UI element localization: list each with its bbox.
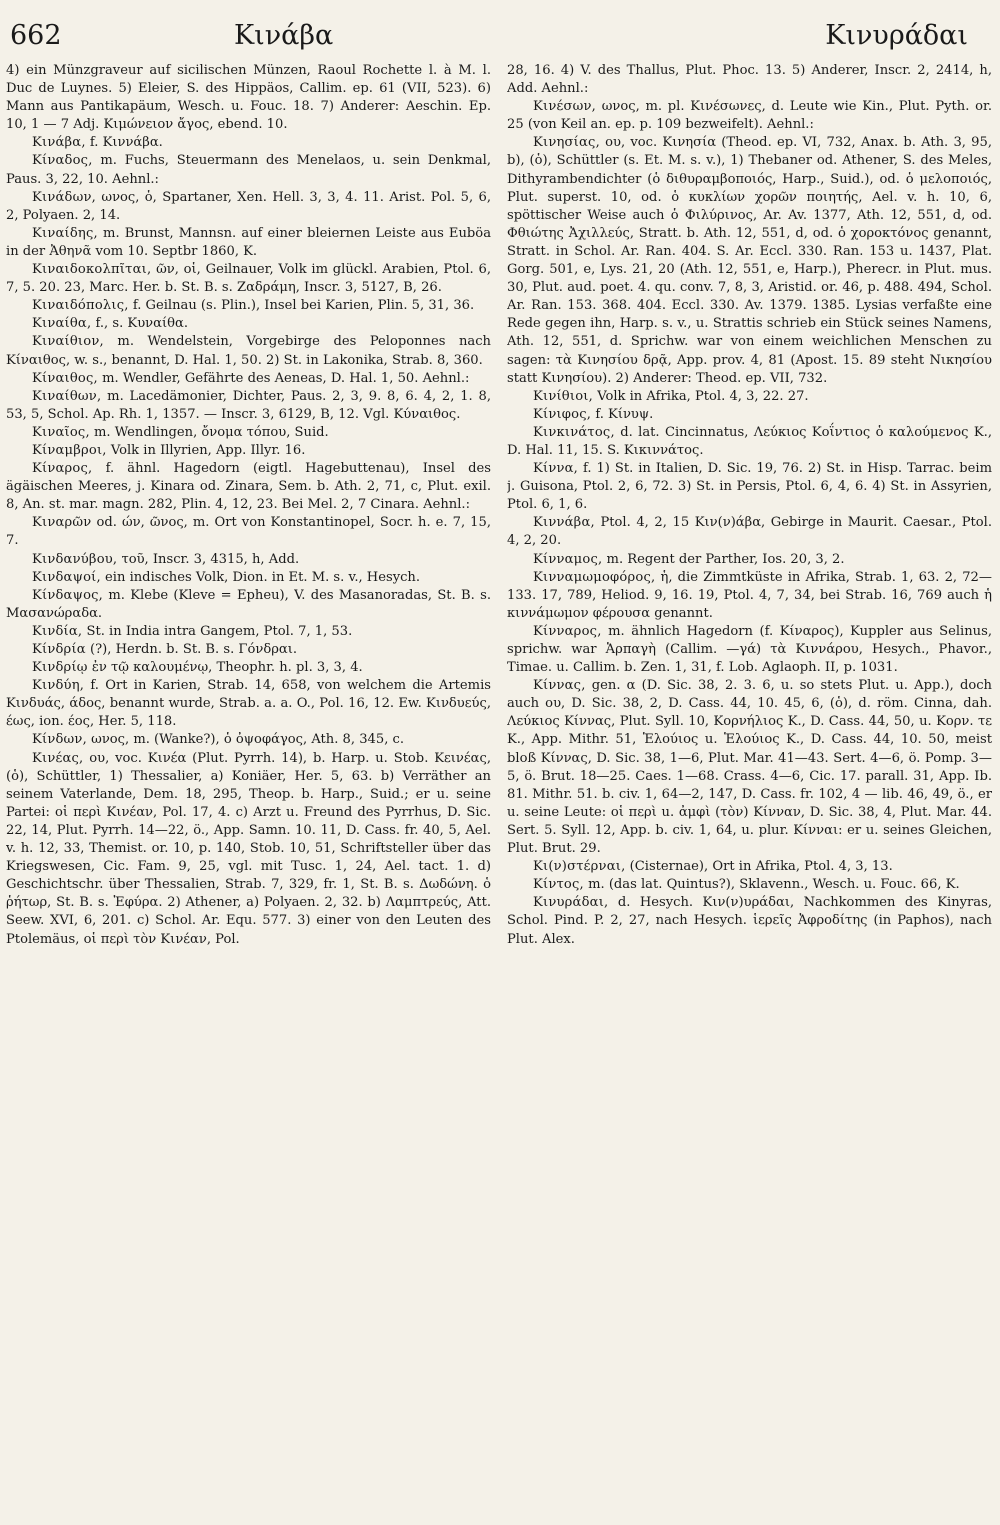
entry-text: Ptol. 4, 2, 15 Κιν(ν)άβα, Gebirge in Maurit. Caesar., Ptol. 4, 2, 20. <box>507 515 992 549</box>
dictionary-entry <box>507 406 992 424</box>
dictionary-entry <box>6 731 491 749</box>
entry-headword: Κιναίθων, <box>32 388 102 404</box>
entry-text: ωνος, m. pl. Κινέσωνες, d. Leute wie Kin., Plut. Pyth. or. 25 (von Keil an. ep. p. 109 bezweifelt). Aehnl.: <box>507 99 992 133</box>
entry-text: d. lat. Cincinnatus, Λεύκιος Κοΐντιος ὁ καλούμενος Κ., D. Hal. 11, 15. S. Κικιννάτος. <box>507 424 992 458</box>
entry-headword: Κίνδρία <box>32 642 86 657</box>
entry-text: 4) ein Münzgraveur auf sicilischen Münzen, Raoul Rochette l. à M. l. Duc de Luynes. 5) Eleier, S. des Hippäos, Callim. ep. 61 (VII, 523). 6) Mann aus Pantikapäum, Wesch. u. Fouc. 18. 7) Anderer: Aeschin. Ep. 10, 1 — 7 Adj. Κιμώνειον ἄγος, ebend. 10. <box>6 63 491 133</box>
dictionary-entry <box>6 388 491 424</box>
entry-headword: Κινδρίῳ <box>32 660 88 676</box>
entry-text: ου, voc. Κινέα (Plut. Pyrrh. 14), b. Harp. u. Stob. Κεινέας, (ὁ), Schüttler, 1) Thessalier, a) Koniäer, Her. 5, 63. b) Verräther an seinem Vaterlande, Dem. 18, 295, Theop. b. Harp., Suid.; er u. seine Partei: οἱ περὶ Κινέαν, Pol. 17, 4. c) Arzt u. Freund des Pyrrhus, D. Sic. 22, 14, Plut. Pyrrh. 14—22, ö., App. Samn. 10. 11, D. Cass. fr. 40, 5, Ael. v. h. 12, 33, Themist. or. 10, p. 140, Stob. 10, 51, Schriftsteller über das Kriegswesen, Cic. Fam. 9, 25, vgl. mit Tusc. 1, 24, Ael. tact. 1. d) Geschichtschr. über Thessalien, Strab. 7, 329, fr. 1, St. B. s. Δωδώνη. ὁ ῥήτωρ, St. B. s. Ἐφύρα. 2) Athener, a) Polyaen. 2, 32. b) Λαμπτρεύς, Att. Seew. XVI, 6, 201. c) Schol. Ar. Equ. 577. 3) einer von den Leuten des Ptolemäus, οἱ περὶ τὸν Κινέαν, Pol. <box>6 750 491 947</box>
dictionary-entry <box>6 370 491 388</box>
dictionary-entry <box>507 62 992 98</box>
entry-headword: Κιναρῶν <box>32 515 92 531</box>
dictionary-entry <box>6 134 491 152</box>
dictionary-entry <box>507 623 992 677</box>
entry-headword: Κινέσων, <box>533 99 596 115</box>
entry-headword: Κινδανύβου, <box>32 551 118 567</box>
entry-headword: Κινίθιοι, <box>533 388 594 404</box>
dictionary-entry <box>507 460 992 514</box>
dictionary-entry <box>6 750 491 949</box>
dictionary-entry <box>6 551 491 569</box>
dictionary-entry <box>6 152 491 188</box>
left-column <box>6 62 491 1517</box>
entry-headword: Κίνιφος, <box>533 406 592 422</box>
entry-headword: Κιναίθιον, <box>32 334 104 350</box>
dictionary-entry <box>6 333 491 369</box>
entry-text: m. (das lat. Quintus?), Sklavenn., Wesch. u. Fouc. 66, K. <box>588 877 960 893</box>
dictionary-entry <box>6 587 491 623</box>
entry-text: f. Geilnau (s. Plin.), Insel bei Karien, Plin. 5, 31, 36. <box>132 298 475 314</box>
entry-text: d. Hesych. Κιν(ν)υράδαι, Nachkommen des Kinyras, Schol. Pind. P. 2, 27, nach Hesych. ἱερεῖς Ἀφροδίτης (in Paphos), nach Plut. Alex. <box>507 895 992 947</box>
dictionary-entry <box>6 297 491 315</box>
entry-text: (?), Herdn. b. St. B. s. Γόνδραι. <box>90 642 298 657</box>
entry-text: od. ών, ῶνος, m. Ort von Konstantinopel, Socr. h. e. 7, 15, 7. <box>6 515 491 549</box>
entry-text: m. Lacedämonier, Dichter, Paus. 2, 3, 9. 8, 6. 4, 2, 1. 8, 53, 5, Schol. Ap. Rh. 1, 1357. — Inscr. 3, 6129, B, 12. Vgl. Κύναιθος. <box>6 388 491 422</box>
entry-text: ου, voc. Κινησία (Theod. ep. VI, 732, Anax. b. Ath. 3, 95, b), (ὁ), Schüttler (s. Et. M. s. v.), 1) Thebaner od. Athener, S. des Meles, Dithyrambendichter (ὁ διθυραμβοποιός, Harp., Suid.), od. ὁ μελοποιός, Plut. superst. 10, od. ὁ κυκλίων χορῶν ποιητής, Ael. v. h. 10, 6, spöttischer Weise auch ὁ Φιλύρινος, Ar. Av. 1377, Ath. 12, 551, d, od. Φθιώτης Ἀχιλλεύς, Stratt. b. Ath. 12, 551, d, od. ὁ χοροκτόνος genannt, Stratt. in Schol. Ar. Ran. 404. S. Ar. Eccl. 330. Ran. 153 u. 1437, Plat. Gorg. 501, e, Lys. 21, 20 (Ath. 12, 551, e, Harp.), Pherecr. in Plut. mus. 30, Plut. aud. poet. 4. qu. conv. 7, 8, 3, Aristid. or. 46, p. 488. 494, Schol. Ar. Ran. 153. 368. 404. Eccl. 330. Av. 1379. 1385. Lysias verfaßte eine Rede gegen ihn, Harp. s. v., u. Strattis schrieb ein Stück seines Namens, Ath. 12, 551, d. Sprichw. war von einem weichlichen Menschen zu sagen: τὰ Κινησίου δρᾷ, App. prov. 4, 81 (Apost. 15. 89 steht Νικησίου statt Κινησίου). 2) Anderer: Theod. ep. VII, 732. <box>507 135 992 386</box>
dictionary-entry <box>6 189 491 225</box>
entry-headword: Κίννας, <box>533 678 586 694</box>
entry-text: gen. α (D. Sic. 38, 2. 3. 6, u. so stets Plut. u. App.), doch auch ου, D. Sic. 38, 2, D. Cass. 44, 10. 45, 6, (ὁ), d. röm. Cinna, dah. Λεύκιος Κίννας, Plut. Syll. 10, Κορνήλιος Κ., D. Cass. 44, 50, u. Κορν. τε Κ., App. Mithr. 51, Ἑλούιος u. Ἑλούιος Κ., D. Cass. 44, 10. 50, meist bloß Κίννας, D. Sic. 38, 1—6, Plut. Mar. 41—43. Sert. 4—6, ö. Pomp. 3—5, ö. Brut. 18—25. Caes. 1—68. Crass. 4—6, Cic. 17. parall. 31, App. Ib. 81. Mithr. 51. b. civ. 1, 64—2, 147, D. Cass. fr. 102, 4 — lib. 46, 49, ö., er u. seine Leute: οἱ περὶ u. ἀμφὶ (τὸν) Κίνναν, D. Sic. 38, 4, Plut. Mar. 44. Sert. 5. Syll. 12, App. b. civ. 1, 64, u. plur. Κίνναι: er u. seines Gleichen, Plut. Brut. 29. <box>507 678 992 857</box>
dictionary-entry <box>507 98 992 134</box>
entry-text: ἐν τῷ καλουμένῳ, Theophr. h. pl. 3, 3, 4. <box>91 660 363 676</box>
entry-text: f., s. Κυναίθα. <box>95 316 188 332</box>
entry-headword: Κινέας, <box>32 750 84 766</box>
dictionary-entry <box>6 442 491 460</box>
entry-text: Volk in Afrika, Ptol. 4, 3, 22. 27. <box>597 388 809 404</box>
entry-text: ein indisches Volk, Dion. in Et. M. s. v., Hesych. <box>105 569 421 585</box>
dictionary-entry <box>6 315 491 333</box>
entry-text: m. Regent der Parther, Ios. 20, 3, 2. <box>606 551 845 567</box>
two-column-body <box>6 62 992 1517</box>
entry-headword: Κινκινάτος, <box>533 424 615 440</box>
entry-text: 28, 16. 4) V. des Thallus, Plut. Phoc. 13. 5) Anderer, Inscr. 2, 2414, h, Add. Aehnl.: <box>507 63 992 97</box>
dictionary-entry <box>507 876 992 894</box>
entry-headword: Κιναίθα, <box>32 316 92 332</box>
entry-headword: Κιναῖος, <box>32 424 90 440</box>
entry-headword: Κινδία, <box>32 623 83 639</box>
entry-headword: Κίνναρος, <box>533 623 602 639</box>
entry-text: f. Κιννάβα. <box>89 135 163 151</box>
entry-headword: Κιννάβα, <box>533 515 595 531</box>
dictionary-entry <box>6 623 491 641</box>
header-first-word: Κινάβα <box>234 20 334 51</box>
entry-headword: Κι(ν)στέρναι, <box>533 859 626 875</box>
dictionary-entry <box>507 514 992 550</box>
entry-text: f. Κίνυψ. <box>595 406 654 422</box>
dictionary-entry <box>507 858 992 876</box>
entry-headword: Κίντος, <box>533 877 584 893</box>
entry-text: Volk in Illyrien, App. Illyr. 16. <box>110 442 306 458</box>
entry-text: m. Wendler, Gefährte des Aeneas, D. Hal. 1, 50. Aehnl.: <box>102 370 470 386</box>
running-header <box>6 14 992 54</box>
dictionary-entry <box>6 514 491 550</box>
entry-text: ῶν, οἱ, Geilnauer, Volk im glückl. Arabien, Ptol. 6, 7, 5. 20. 23, Marc. Her. b. St. B. s. Ζαδράμη, Inscr. 3, 5127, B, 26. <box>6 262 491 296</box>
entry-text: ωνος, ὁ, Spartaner, Xen. Hell. 3, 3, 4. 11. Arist. Pol. 5, 6, 2, Polyaen. 2, 14. <box>6 189 491 223</box>
entry-text: (Cisternae), Ort in Afrika, Ptol. 4, 3, 13. <box>629 859 893 875</box>
dictionary-entry <box>507 677 992 858</box>
dictionary-entry <box>6 677 491 731</box>
entry-headword: Κίννα, <box>533 461 579 477</box>
entry-headword: Κίνναμος, <box>533 551 603 567</box>
entry-headword: Κιναιδόπολις, <box>32 298 129 314</box>
entry-headword: Κίνδων, <box>32 732 87 748</box>
dictionary-entry <box>507 894 992 948</box>
dictionary-entry <box>6 659 491 677</box>
entry-text: m. Brunst, Mannsn. auf einer bleiernen Leiste aus Euböa in der Ἀθηνᾶ vom 10. Septbr 1860, K. <box>6 225 491 259</box>
right-column <box>507 62 992 1517</box>
entry-headword: Κινάδων, <box>32 189 96 205</box>
entry-headword: Κινδαψοί, <box>32 569 101 585</box>
page-number: 662 <box>10 20 62 51</box>
entry-headword: Κίναιθος, <box>32 370 98 386</box>
entry-headword: Κίνδαψος, <box>32 587 104 603</box>
entry-text: f. 1) St. in Italien, D. Sic. 19, 76. 2) St. in Hisp. Tarrac. beim j. Guisona, Ptol. 2, 6, 72. 3) St. in Persis, Ptol. 6, 4, 6. 4) St. in Assyrien, Ptol. 6, 1, 6. <box>507 461 992 513</box>
dictionary-entry <box>507 569 992 623</box>
dictionary-entry <box>6 424 491 442</box>
dictionary-entry <box>507 551 992 569</box>
dictionary-entry <box>6 460 491 514</box>
entry-text: m. Fuchs, Steuermann des Menelaos, u. sein Denkmal, Paus. 3, 22, 10. Aehnl.: <box>6 153 491 187</box>
entry-headword: Κινναμωμοφόρος, <box>533 569 656 585</box>
dictionary-entry <box>507 424 992 460</box>
entry-text: τοῦ, Inscr. 3, 4315, h, Add. <box>121 551 300 567</box>
entry-headword: Κίναμβροι, <box>32 442 107 458</box>
entry-text: m. ähnlich Hagedorn (f. Κίναρος), Kuppler aus Selinus, sprichw. war Ἁρπαγὴ (Callim. —γά) τὰ Κιννάρου, Hesych., Phavor., Timae. u. Callim. b. Zen. 1, 31, f. Lob. Aglaoph. II, p. 1031. <box>507 623 992 676</box>
dictionary-entry <box>6 225 491 261</box>
entry-headword: Κιναίδης, <box>32 225 98 241</box>
dictionary-entry <box>507 388 992 406</box>
entry-headword: Κίναρος, <box>32 461 93 477</box>
dictionary-entry <box>6 62 491 134</box>
header-last-word: Κινυράδαι <box>825 20 968 51</box>
dictionary-entry <box>507 134 992 387</box>
entry-headword: Κιναιδοκολπῖται, <box>32 262 152 278</box>
dictionary-entry <box>6 641 491 659</box>
entry-headword: Κινδύη, <box>32 678 85 694</box>
dictionary-entry <box>6 261 491 297</box>
entry-headword: Κινησίας, <box>533 135 600 151</box>
entry-headword: Κίναδος, <box>32 153 93 169</box>
entry-text: m. Wendlingen, ὄνομα τόπου, Suid. <box>94 424 329 440</box>
entry-text: ἡ, die Zimmtküste in Afrika, Strab. 1, 63. 2, 72—133. 17, 789, Heliod. 9, 16. 19, Ptol. 4, 7, 34, bei Strab. 16, 769 auch ἡ κιννάμωμον φέρουσα genannt. <box>507 569 992 621</box>
entry-text: ωνος, m. (Wanke?), ὁ ὀψοφάγος, Ath. 8, 345, c. <box>91 732 405 748</box>
entry-text: St. in India intra Gangem, Ptol. 7, 1, 53. <box>86 623 353 639</box>
entry-text: m. Wendelstein, Vorgebirge des Peloponnes nach Κίναιθος, w. s., benannt, D. Hal. 1, 50. 2) St. in Lakonika, Strab. 8, 360. <box>6 334 491 368</box>
entry-text: f. Ort in Karien, Strab. 14, 658, von welchem die Artemis Κινδυάς, άδος, benannt wurde, Strab. a. a. O., Pol. 16, 12. Ew. Κινδυεύς, έως, ion. έος, Her. 5, 118. <box>6 678 491 730</box>
entry-headword: Κινυράδαι, <box>533 895 609 911</box>
entry-text: m. Klebe (Kleve = Epheu), V. des Masanoradas, St. B. s. Μασανώραδα. <box>6 587 491 621</box>
entry-headword: Κινάβα, <box>32 135 86 151</box>
entry-text: f. ähnl. Hagedorn (eigtl. Hagebuttenau), Insel des ägäischen Meeres, j. Kinara od. Zinara, Sem. b. Ath. 2, 71, c, Plut. exil. 8, An. st. mar. magn. 282, Plin. 4, 12, 23. Bei Mel. 2, 7 Cinara. Aehnl.: <box>6 461 491 513</box>
dictionary-entry <box>6 569 491 587</box>
